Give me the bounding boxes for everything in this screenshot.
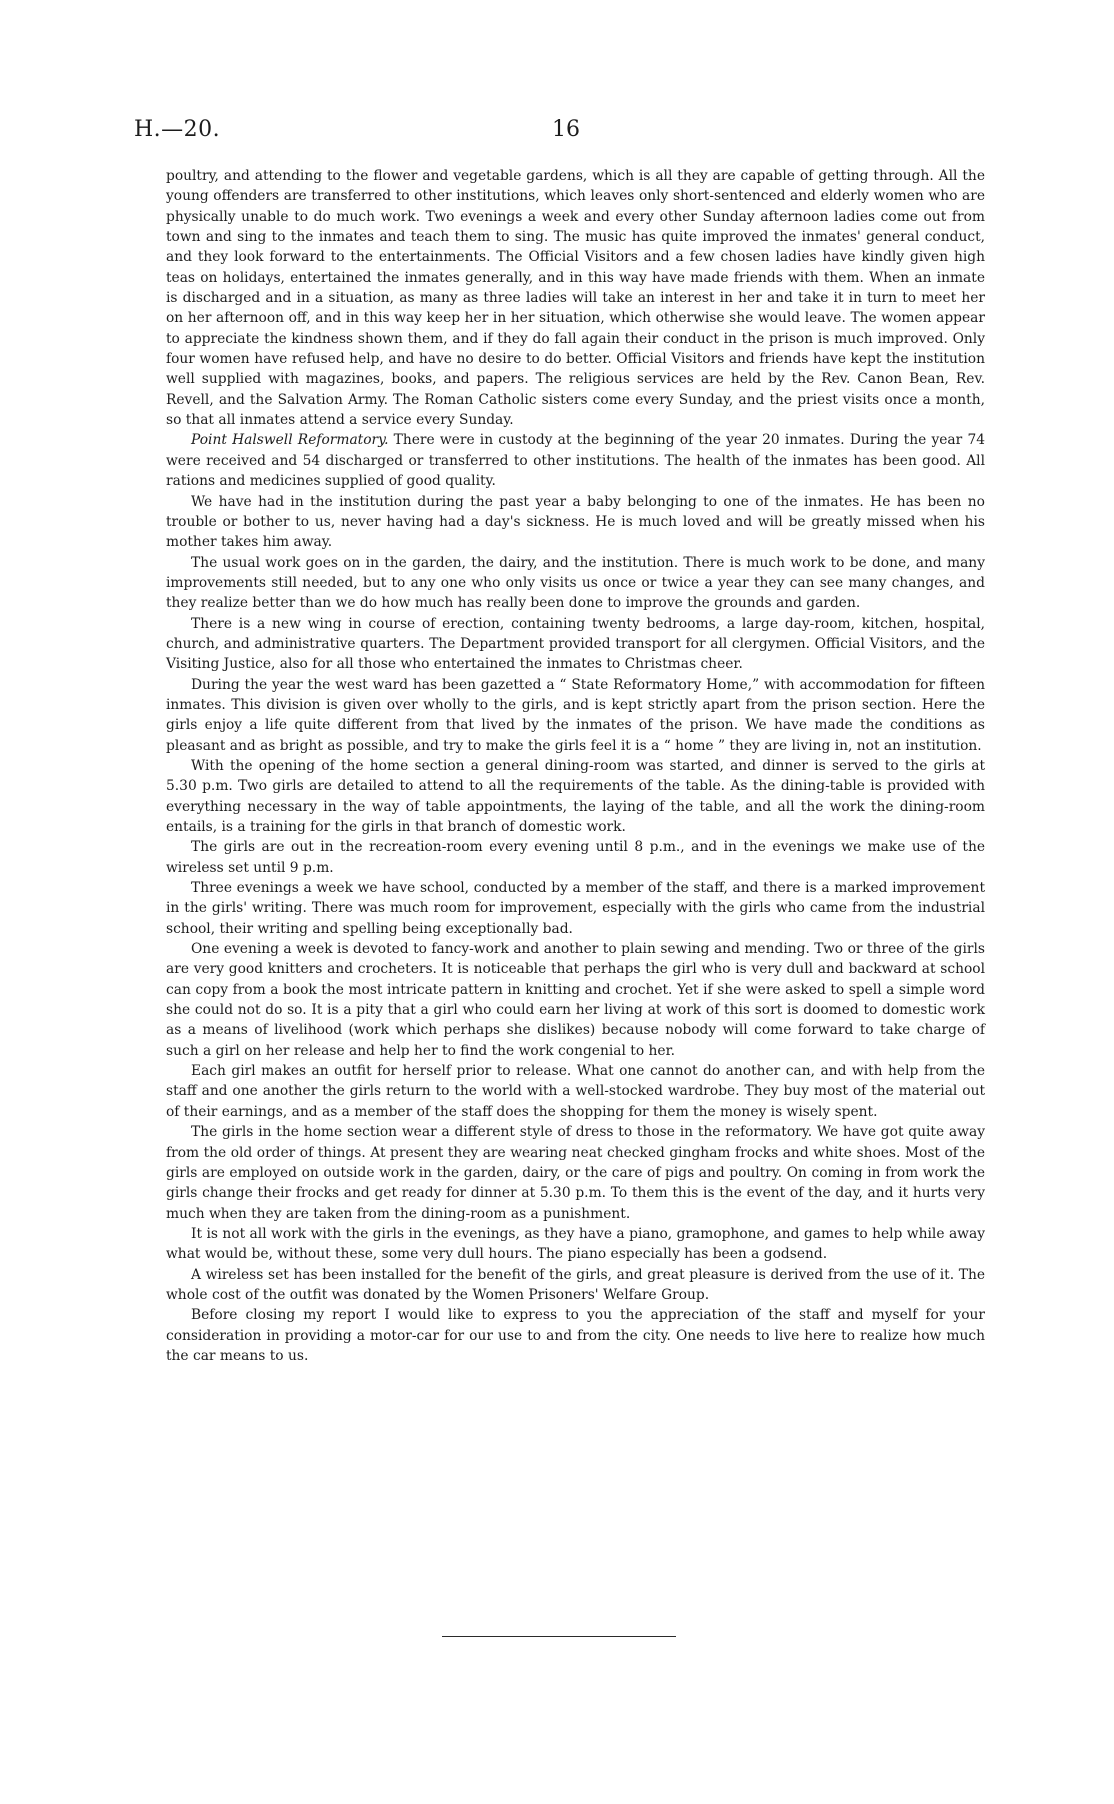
paragraph: There is a new wing in course of erection, containing twenty bedrooms, a large day-room, kitchen, hospital, church, and administrative quarters. The Department provided transport for all clergymen. Official Visitors, and the Visiting Justice, also for all those who entertained the inmates to Christmas cheer. [166,615,985,673]
paragraph: Three evenings a week we have school, conducted by a member of the staff, and there is a marked improvement in the girls' writing. There was much room for improvement, especially with the girls who came from the industrial school, their writing and spelling being exceptionally bad. [166,880,985,937]
closing-rule [442,1636,676,1637]
paragraph: A wireless set has been installed for the benefit of the girls, and great pleasure is derived from the use of it. The whole cost of the outfit was donated by the Women Prisoners' Welfare Group. [166,1266,985,1303]
paragraph: poultry, and attending to the flower and vegetable gardens, which is all they are capable of getting through. All the young offenders are transferred to other institutions, which leaves only short-sentenced and elderly women who are physically unable to do much work. Two evenings a week and every other Sunday afternoon ladies come out from town and sing to the inmates and teach them to sing. The music has quite improved the inmates' general conduct, and they look forward to the entertainments. The Official Visitors and a few chosen ladies have kindly given high teas on holidays, entertained the inmates generally, and in this way have made friends with them. When an inmate is discharged and in a situation, as many as three ladies will take an interest in her and take it in turn to meet her on her afternoon off, and in this way keep her in her situation, which otherwise she would leave. The women appear to appreciate the kindness shown them, and if they do fall again their conduct in the prison is much improved. Only four women have refused help, and have no desire to do better. Official Visitors and friends have kept the institution well supplied with magazines, books, and papers. The religious services are held by the Rev. Canon Bean, Rev. Revell, and the Salvation Army. The Roman Catholic sisters come every Sunday, and the priest visits once a month, so that all inmates attend a service every Sunday. [166,168,985,429]
report-body [166,166,985,1366]
paragraph: The usual work goes on in the garden, the dairy, and the institution. There is much work to be done, and many improvements still needed, but to any one who only visits us once or twice a year they can see many changes, and they realize better than we do how much has really been done to improve the grounds and garden. [166,554,985,612]
paragraph: Each girl makes an outfit for herself prior to release. What one cannot do another can, and with help from the staff and one another the girls return to the world with a well-stocked wardrobe. They buy most of the material out of their earnings, and as a member of the staff does the shopping for them the money is wisely spent. [166,1063,985,1120]
section-heading: Point Halswell Reformatory. [191,432,389,449]
page-number: 16 [552,117,580,142]
paragraph: The girls are out in the recreation-room every evening until 8 p.m., and in the evenings we make use of the wireless set until 9 p.m. [166,839,985,876]
paragraph: We have had in the institution during the past year a baby belonging to one of the inmates. He has been no trouble or bother to us, never having had a day's sickness. He is much loved and will be greatly missed when his mother takes him away. [166,493,985,551]
document-reference: H.—20. [134,117,221,142]
paragraph-point-halswell [166,430,985,491]
paragraph: Before closing my report I would like to express to you the appreciation of the staff and myself for your consideration in providing a motor-car for our use to and from the city. One needs to live here to realize how much the car means to us. [166,1307,985,1364]
paragraph-text: There were in custody at the beginning of the year 20 inmates. During the year 74 were received and 54 discharged or transferred to other institutions. The health of the inmates has been good. All rations and medicines supplied of good quality. [166,432,985,490]
paragraph: During the year the west ward has been gazetted a “ State Reformatory Home,” with accommodation for fifteen inmates. This division is given over wholly to the girls, and is kept strictly apart from the prison section. Here the girls enjoy a life quite different from that lived by the inmates of the prison. We have made the conditions as pleasant and as bright as possible, and try to make the girls feel it is a “ home ” they are living in, not an institution. [166,676,985,754]
paragraph: With the opening of the home section a general dining-room was started, and dinner is served to the girls at 5.30 p.m. Two girls are detailed to attend to all the requirements of the table. As the dining-table is provided with everything necessary in the way of table appointments, the laying of the table, and all the work the dining-room entails, is a training for the girls in that branch of domestic work. [166,757,985,835]
paragraph: The girls in the home section wear a different style of dress to those in the reformatory. We have got quite away from the old order of things. At present they are wearing neat checked gingham frocks and white shoes. Most of the girls are employed on outside work in the garden, dairy, or the care of pigs and poultry. On coming in from work the girls change their frocks and get ready for dinner at 5.30 p.m. To them this is the event of the day, and it hurts very much when they are taken from the dining-room as a punishment. [166,1124,985,1222]
page-header [134,117,986,151]
paragraph: One evening a week is devoted to fancy-work and another to plain sewing and mending. Two or three of the girls are very good knitters and crocheters. It is noticeable that perhaps the girl who is very dull and backward at school can copy from a book the most intricate pattern in knitting and crochet. Yet if she were asked to spell a simple word she could not do so. It is a pity that a girl who could earn her living at work of this sort is doomed to domestic work as a means of livelihood (work which perhaps she dislikes) because nobody will come forward to take charge of such a girl on her release and help her to find the work congenial to her. [166,941,985,1059]
paragraph: It is not all work with the girls in the evenings, as they have a piano, gramophone, and games to help while away what would be, without these, some very dull hours. The piano especially has been a godsend. [166,1225,985,1263]
